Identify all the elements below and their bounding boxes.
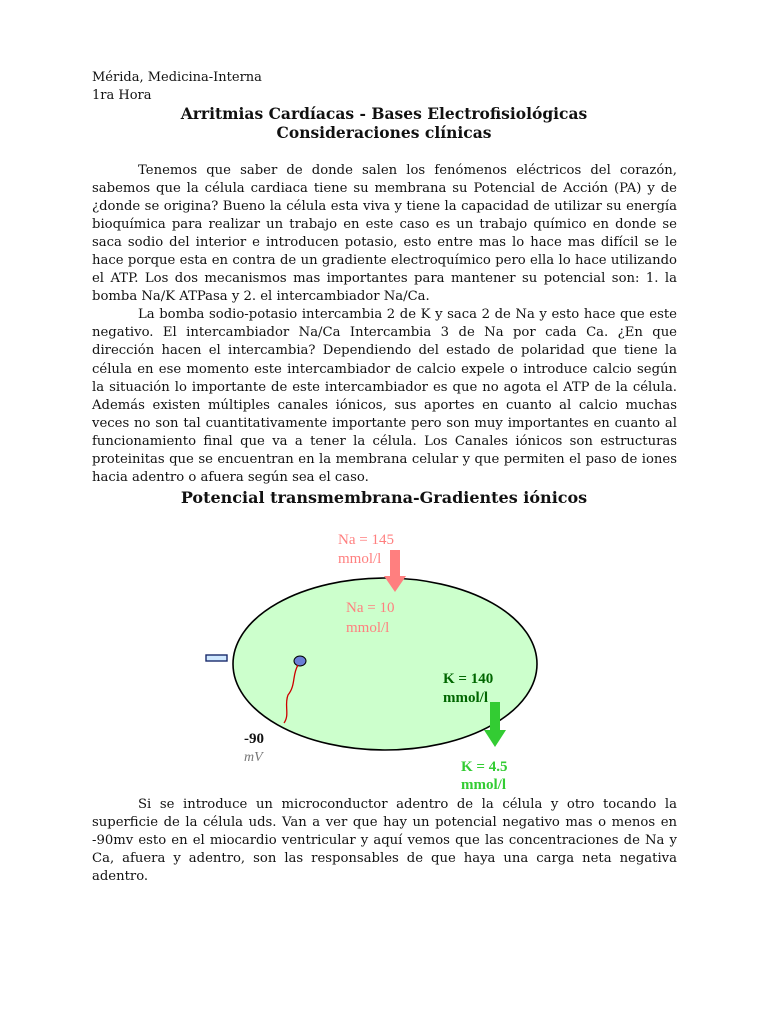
k-outside-unit: mmol/l: [461, 777, 506, 793]
body-text-block: [92, 162, 677, 487]
paragraph-2: La bomba sodio-potasio intercambia 2 de K y saca 2 de Na y esto hace que este negativo. El intercambiador Na/Ca Intercambia 3 de Na por cada Ca. ¿En que dirección hacen el intercambia? Dependiendo del estado de polaridad que tiene la célula en ese momento este intercambiador de calcio expele o introduce calcio según la situación lo importante de este intercambiador es que no agota el ATP de la célula. Además existen múltiples canales iónicos, sus aportes en cuanto al calcio muchas veces no son tal cuantitativamente importante pero son muy importantes en cuanto al funcionamiento final que va a tener la célula. Los Canales iónicos son estructuras proteinitas que se encuentran en la membrana celular y que permiten el paso de iones hacia adentro o afuera según sea el caso.: [92, 307, 677, 485]
header-hour: 1ra Hora: [92, 88, 152, 103]
external-electrode: [206, 655, 227, 661]
diagram-title: Potencial transmembrana-Gradientes iónicos: [180, 488, 588, 507]
document-title: Arritmias Cardíacas - Bases Electrofisiológicas: [180, 104, 588, 123]
paragraph-3: Si se introduce un microconductor adentro de la célula y otro tocando la superficie de la célula uds. Van a ver que hay un potencial negativo mas o menos en -90mv esto en el miocardio ventricular y aquí vemos que las concentraciones de Na y Ca, afuera y adentro, son las responsables de que haya una carga neta negativa adentro.: [92, 797, 677, 885]
na-outside-unit: mmol/l: [338, 551, 382, 567]
na-inside-label: Na = 10: [346, 600, 395, 616]
ion-gradient-diagram: [0, 525, 768, 800]
na-inside-unit: mmol/l: [346, 620, 390, 636]
k-inside-label: K = 140: [443, 671, 494, 687]
internal-microelectrode: [294, 656, 306, 666]
body-text-block-2: [92, 796, 677, 886]
k-outside-label: K = 4.5: [461, 759, 508, 775]
voltage-unit: mV: [244, 750, 263, 765]
header-location: Mérida, Medicina-Interna: [92, 70, 262, 85]
k-inside-unit: mmol/l: [443, 690, 488, 706]
paragraph-1: Tenemos que saber de donde salen los fenómenos eléctricos del corazón, sabemos que la célula cardiaca tiene su membrana su Potencial de Acción (PA) y de ¿donde se origina? Bueno la célula esta viva y tiene la capacidad de utilizar su energía bioquímica para realizar un trabajo en este caso es un trabajo químico en donde se saca sodio del interior e introducen potasio, esto entre mas lo hace mas difícil se le hace porque esta en contra de un gradiente electroquímico pero ella lo hace utilizando el ATP. Los dos mecanismos mas importantes para mantener su potencial son: 1. la bomba Na/K ATPasa y 2. el intercambiador Na/Ca.: [92, 163, 677, 305]
voltage-value: -90: [244, 731, 264, 747]
document-subtitle: Consideraciones clínicas: [276, 123, 492, 142]
na-outside-label: Na = 145: [338, 532, 394, 548]
